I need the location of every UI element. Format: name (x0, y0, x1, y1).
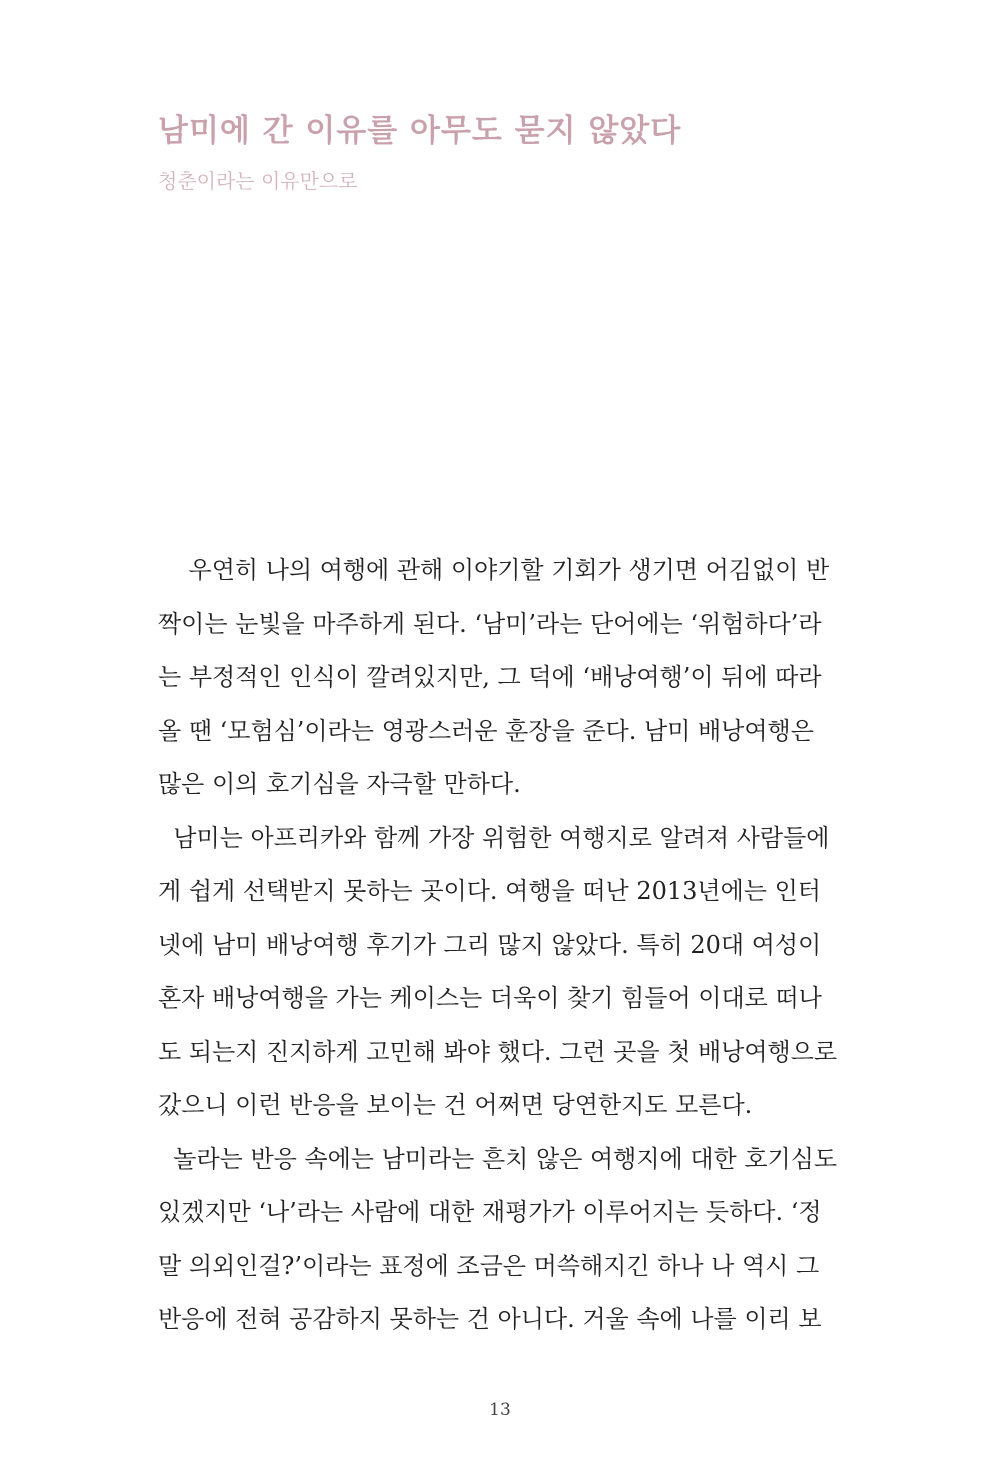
body-line: 게 쉽게 선택받지 못하는 곳이다. 여행을 떠난 2013년에는 인터 (158, 877, 821, 905)
body-line: 는 부정적인 인식이 깔려있지만, 그 덕에 ‘배낭여행’이 뒤에 따라 (158, 663, 822, 691)
body-line: 많은 이의 호기심을 자극할 만하다. (158, 770, 521, 798)
body-line: 놀라는 반응 속에는 남미라는 흔치 않은 여행지에 대한 호기심도 (158, 1144, 838, 1173)
body-line: 올 땐 ‘모험심’이라는 영광스러운 훈장을 준다. 남미 배낭여행은 (158, 716, 814, 745)
body-line: 갔으니 이런 반응을 보이는 건 어쩌면 당연한지도 모른다. (158, 1091, 753, 1119)
body-line: 있겠지만 ‘나’라는 사람에 대한 재평가가 이루어지는 듯하다. ‘정 (158, 1198, 822, 1226)
body-line: 우연히 나의 여행에 관해 이야기할 기회가 생기면 어김없이 반 (158, 556, 830, 584)
body-line: 혼자 배낭여행을 가는 케이스는 더욱이 찾기 힘들어 이대로 떠나 (158, 984, 822, 1012)
chapter-title: 남미에 간 이유를 아무도 묻지 않았다 (158, 113, 682, 149)
chapter-header (158, 108, 918, 196)
body-line: 남미는 아프리카와 함께 가장 위험한 여행지로 알려져 사람들에 (158, 823, 830, 852)
body-line: 말 의외인걸?’이라는 표정에 조금은 머쓱해지긴 하나 나 역시 그 (158, 1251, 820, 1280)
body-line: 도 되는지 진지하게 고민해 봐야 했다. 그런 곳을 첫 배낭여행으로 (158, 1037, 838, 1066)
body-line: 반응에 전혀 공감하지 못하는 건 아니다. 거울 속에 나를 이리 보 (158, 1305, 822, 1333)
chapter-subtitle: 청춘이라는 이유만으로 (158, 169, 358, 193)
body-text (158, 544, 884, 1347)
page-number: 13 (489, 1400, 511, 1420)
body-line: 넷에 남미 배낭여행 후기가 그리 많지 않았다. 특히 20대 여성이 (158, 930, 822, 959)
body-line: 짝이는 눈빛을 마주하게 된다. ‘남미’라는 단어에는 ‘위험하다’라 (158, 609, 822, 638)
